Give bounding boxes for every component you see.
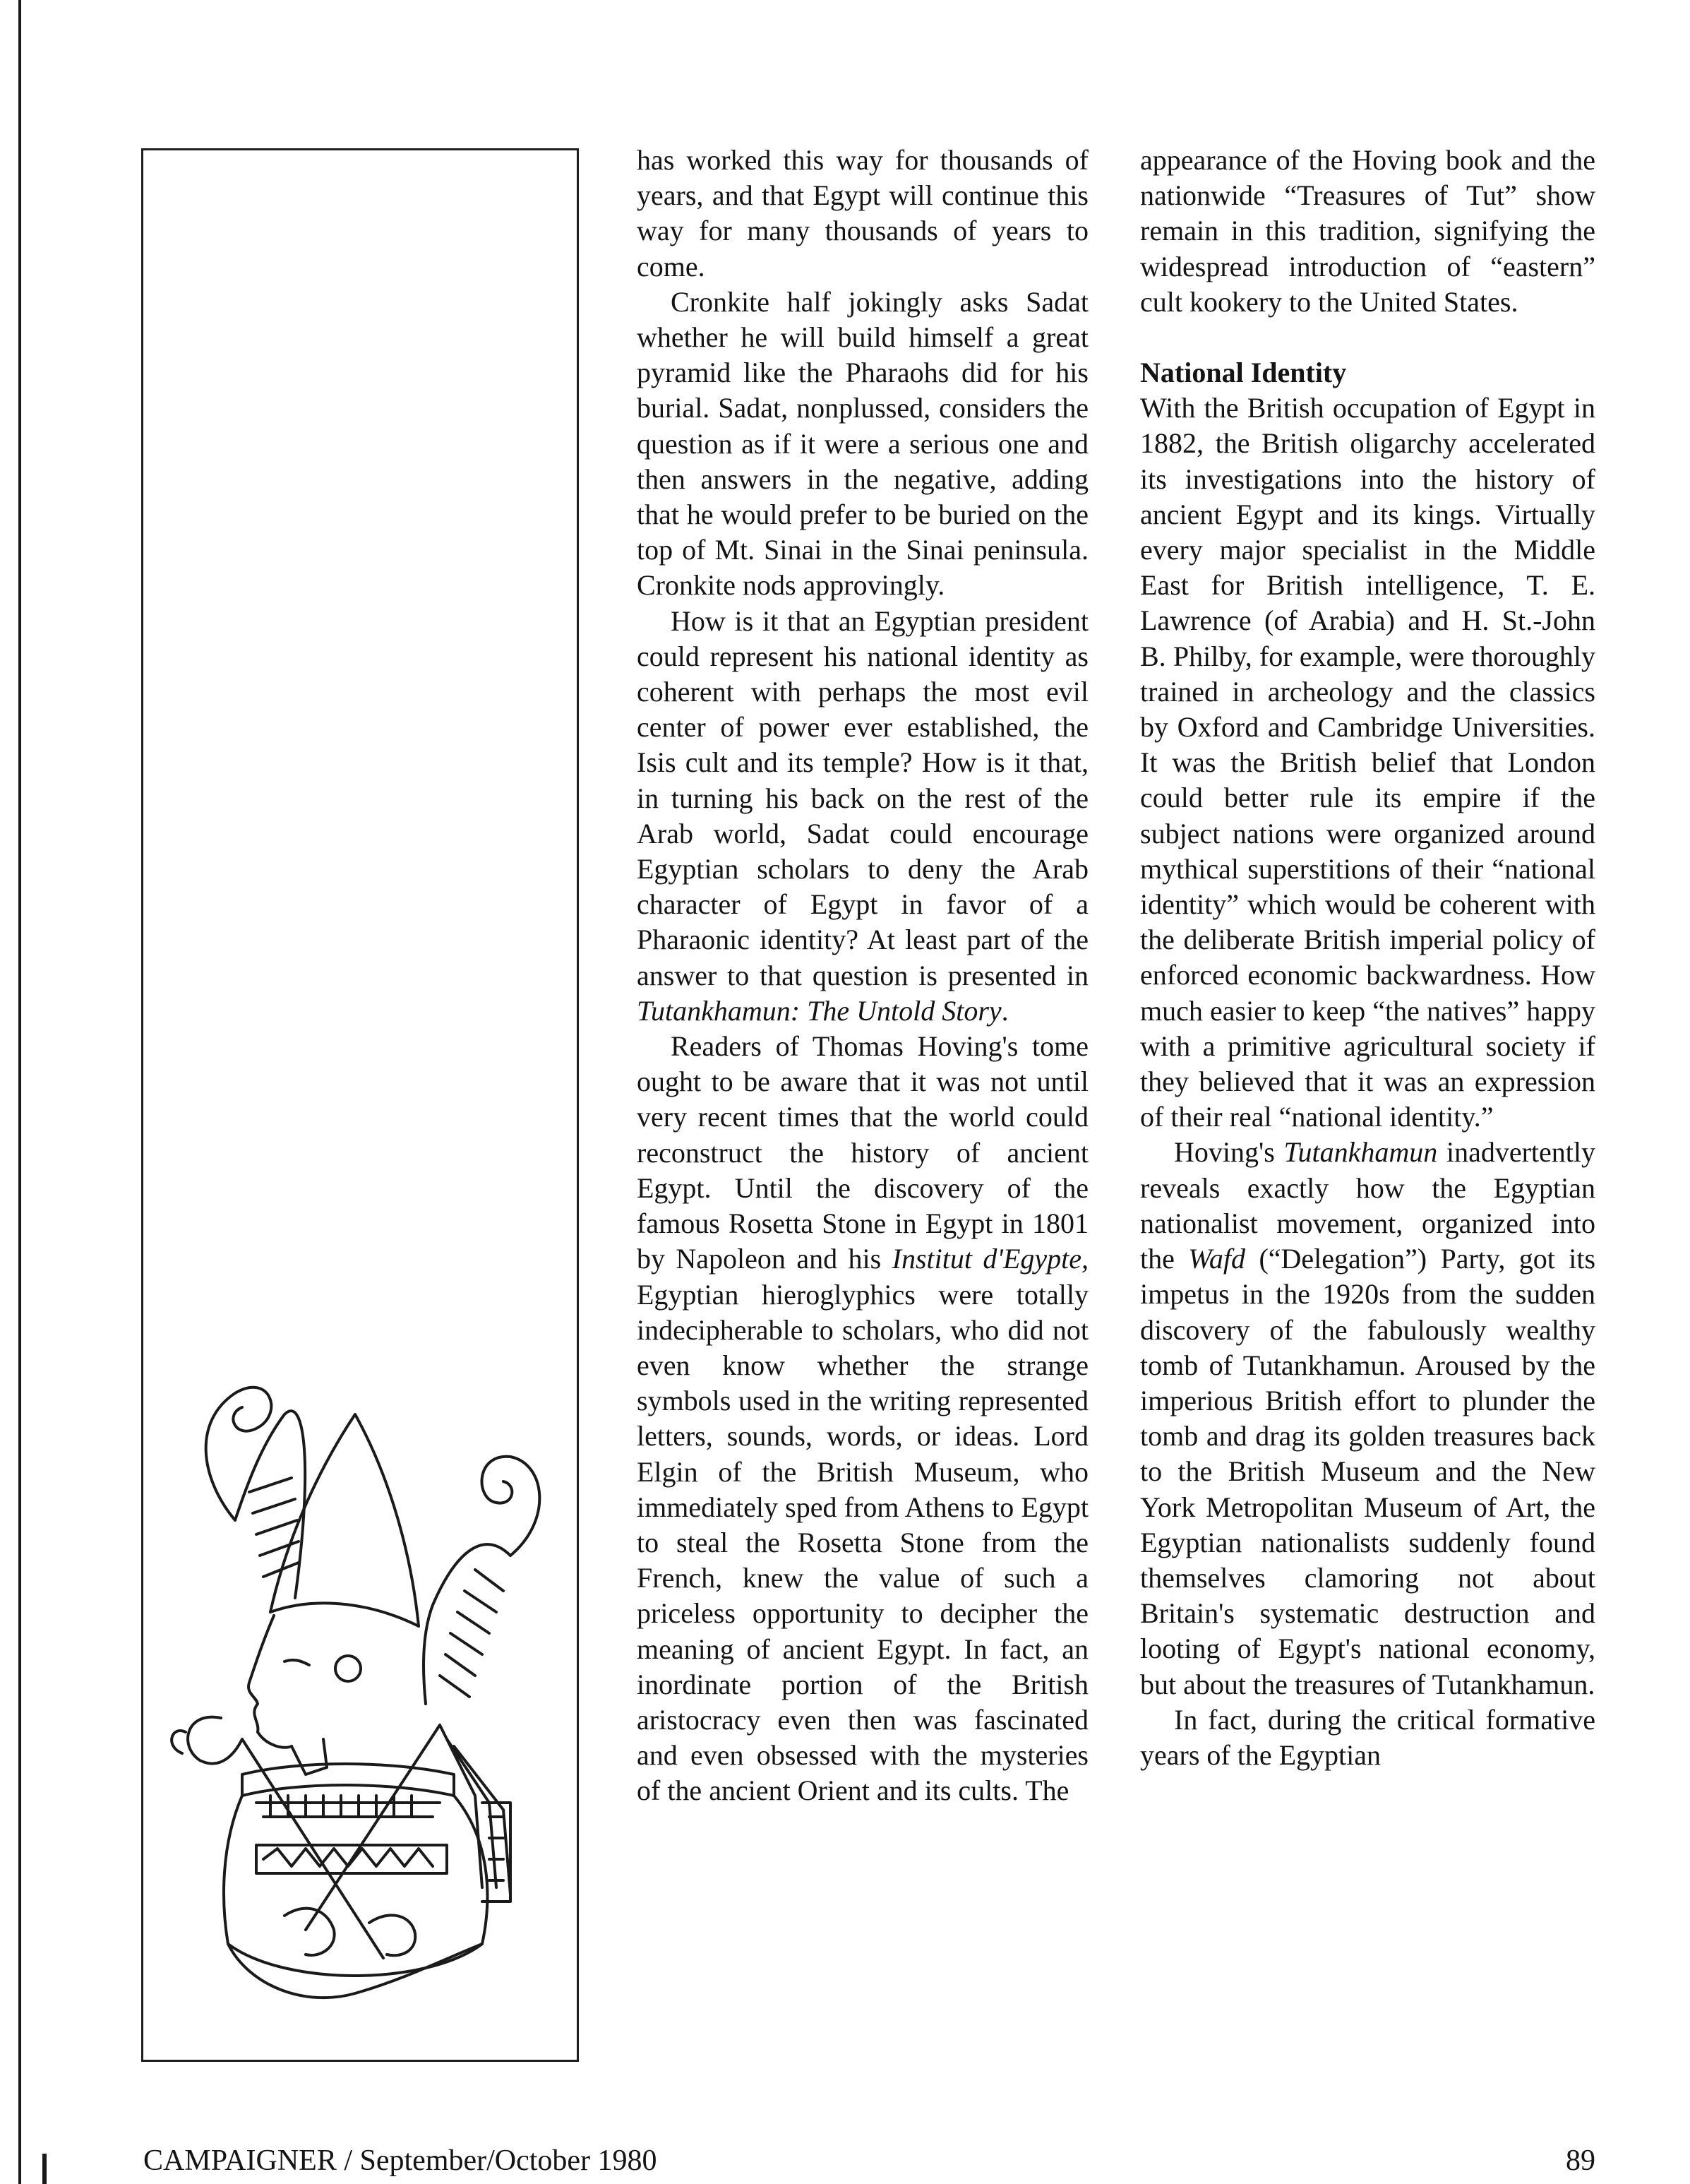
paragraph-continuation: appearance of the Hoving book and the nationwide “Treasures of Tut” show remain in this tradition, signifying the widespread introduction of “eastern” cult kookery to the United States.: [1140, 144, 1595, 318]
osiris-figure-drawing: [143, 150, 577, 2060]
paragraph-continuation: has worked this way for thousands of years, and that Egypt will continue this way for many thousands of years to come.: [637, 144, 1089, 282]
paragraph-in-fact: In fact, during the critical formative years of the Egyptian: [1140, 1703, 1595, 1771]
paragraph-end: Egyptian hieroglyphics were totally indecipherable to scholars, who did not even know whether the strange symbols used in the writing represented letters, sounds, words, or ideas. Lord Elgin of the British Museum, who immediately sped from Athens to Egypt to steal the Rosetta Stone from the French, knew the value of such a priceless opportunity to decipher the meaning of ancient Egypt. In fact, an inordinate portion of the British aristocracy even then was fascinated and even obsessed with the mysteries of the ancient Orient and its cults. The: [637, 1278, 1089, 1807]
page-edge-line: [18, 0, 21, 2184]
section-heading: National Identity: [1140, 357, 1347, 389]
paragraph-hoving: [1140, 1135, 1595, 1702]
party-name: Wafd: [1188, 1243, 1246, 1275]
book-title: Tutankhamun: [1283, 1136, 1438, 1169]
paragraph-text: inadvertently reveals exactly how the Egyptian nationalist movement, organized into the: [1140, 1136, 1595, 1275]
paragraph-cronkite: Cronkite half jokingly asks Sadat whether he will build himself a great pyramid like the Pharaohs did for his burial. Sadat, nonplussed, considers the question as if it were a serious one and then answers in the negative, adding that he would prefer to be buried on the top of Mt. Sinai in the Sinai peninsula. Cronkite nods approvingly.: [637, 285, 1089, 602]
book-title: Tutankhamun: The Untold Story: [637, 994, 1002, 1027]
paragraph-british-occupation: With the British occupation of Egypt in 1882, the British oligarchy accelerated its investigations into the history of ancient Egypt and its kings. Virtually every major specialist in the Middle East for British intelligence, T. E. Lawrence (of Arabia) and H. St.-John B. Philby, for example, were thoroughly trained in archeology and the classics by Oxford and Cambridge Universities. It was the British belief that London could better rule its empire if the subject nations were organized around mythical superstitions of their “national identity” which would be coherent with the deliberate British imperial policy of enforced economic backwardness. How much easier to keep “the natives” happy with a primitive agricultural society if they believed that it was an expression of their real “national identity.”: [1140, 392, 1595, 1133]
pharaoh-illustration: [141, 148, 579, 2062]
institute-title: Institut d'Egypte,: [892, 1243, 1089, 1275]
paragraph-text: How is it that an Egyptian president could represent his national identity as coherent with perhaps the most evil center of power ever established, the Isis cult and its temple? How is it that, in turning his back on the rest of the Arab world, Sadat could encourage Egyptian scholars to deny the Arab character of Egypt in favor of a Pharaonic identity? At least part of the answer to that question is presented in: [637, 604, 1089, 991]
text-column-right: [1140, 143, 1595, 1773]
page-number: 89: [1566, 2144, 1595, 2177]
page-edge-mark: [42, 2154, 47, 2184]
paragraph-end: (“Delegation”) Party, got its impetus in the 1920s from the sudden discovery of the fabulously wealthy tomb of Tutankhamun. Aroused by the imperious British effort to plunder the tomb and drag its golden treasures back to the British Museum and the New York Metropolitan Museum of Art, the Egyptian nationalists suddenly found themselves clamoring not about Britain's systematic destruction and looting of Egypt's national economy, but about the treasures of Tutankhamun.: [1140, 1243, 1596, 1700]
paragraph-text: Hoving's: [1174, 1136, 1275, 1169]
paragraph-national-identity-question: [637, 604, 1089, 1029]
text-column-middle: [637, 143, 1089, 1809]
paragraph-end: .: [1001, 994, 1009, 1027]
paragraph-text: Readers of Thomas Hoving's tome ought to be aware that it was not until very recent times that the world could reconstruct the history of ancient Egypt. Until the discovery of the famous Rosetta Stone in Egypt in 1801 by Napoleon and his: [637, 1030, 1089, 1275]
footer-publication: CAMPAIGNER / September/October 1980: [143, 2144, 657, 2177]
paragraph-readers: [637, 1029, 1089, 1808]
